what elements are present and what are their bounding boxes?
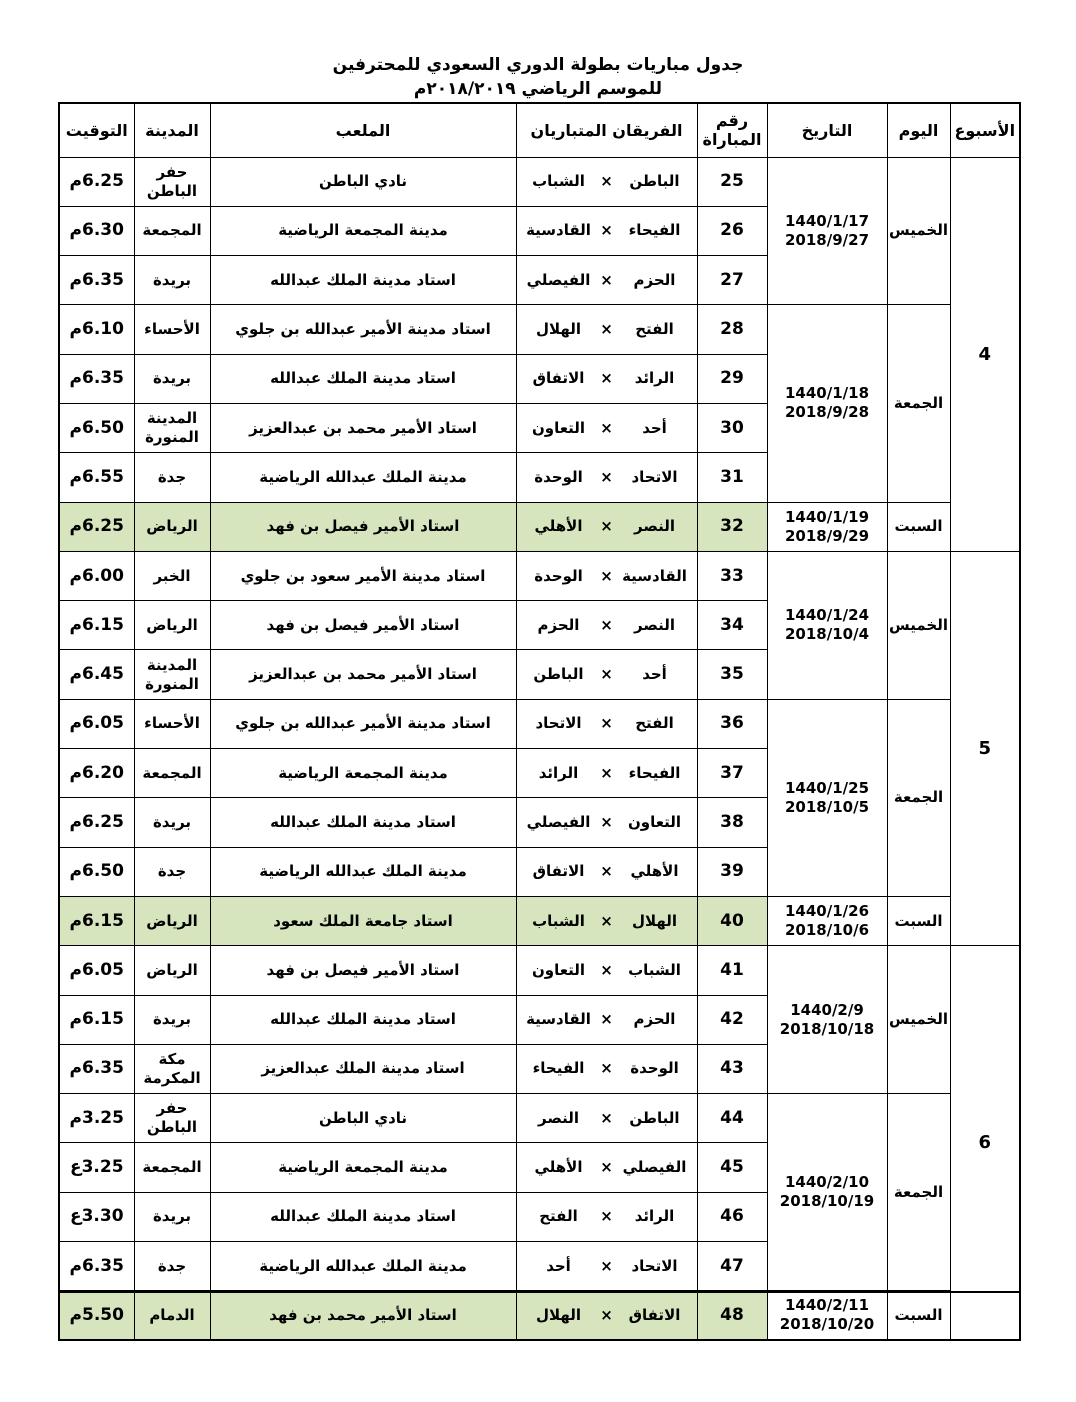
versus-sign: ×: [600, 862, 613, 881]
city: المجمعة: [134, 749, 210, 798]
city: مكة المكرمة: [134, 1044, 210, 1093]
city: جدة: [134, 1242, 210, 1291]
match-teams: [516, 305, 697, 354]
city: المجمعة: [134, 1143, 210, 1192]
away-team: الشباب: [532, 172, 585, 191]
stadium: استاد مدينة الملك عبدالله: [210, 354, 516, 403]
away-team: الفتح: [539, 1207, 578, 1226]
city: بريدة: [134, 1192, 210, 1241]
match-number: 36: [697, 699, 767, 748]
home-team: الاتحاد: [631, 467, 678, 486]
stadium: استاد مدينة الأمير سعود بن جلوي: [210, 551, 516, 600]
versus-sign: ×: [600, 1305, 613, 1324]
home-team: الاتحاد: [631, 1256, 678, 1275]
match-date: [767, 502, 887, 551]
match-number: 28: [697, 305, 767, 354]
versus-sign: ×: [600, 270, 613, 289]
stadium: مدينة المجمعة الرياضية: [210, 206, 516, 255]
versus-sign: ×: [600, 911, 613, 930]
stadium: استاد مدينة الملك عبدالعزيز: [210, 1044, 516, 1093]
match-day: الخميس: [887, 946, 950, 1094]
stadium: نادي الباطن: [210, 1094, 516, 1143]
away-team: الفيصلي: [526, 813, 591, 831]
kickoff-time: 6.35م: [59, 256, 134, 305]
home-team: النصر: [633, 517, 675, 536]
match-teams: [516, 995, 697, 1044]
week-number: 5: [950, 551, 1020, 945]
kickoff-time: 6.25م: [59, 157, 134, 206]
city: بريدة: [134, 354, 210, 403]
match-row: [59, 305, 1020, 354]
match-number: 32: [697, 502, 767, 551]
match-date: [767, 1094, 887, 1291]
match-number: 31: [697, 453, 767, 502]
city: الرياض: [134, 896, 210, 945]
match-day: الخميس: [887, 157, 950, 305]
schedule-title: جدول مباريات بطولة الدوري السعودي للمحترفين: [332, 55, 744, 75]
match-number: 35: [697, 650, 767, 699]
kickoff-time: 3.25م: [59, 1094, 134, 1143]
away-team: الهلال: [535, 1305, 582, 1324]
home-team: الرائد: [634, 369, 675, 388]
match-date: [767, 699, 887, 896]
away-team: الاتفاق: [532, 369, 585, 388]
versus-sign: ×: [600, 1108, 613, 1127]
match-teams: [516, 157, 697, 206]
versus-sign: ×: [600, 1158, 613, 1177]
match-number: 38: [697, 798, 767, 847]
match-row: [59, 502, 1020, 551]
match-number: 39: [697, 847, 767, 896]
stadium: مدينة الملك عبدالله الرياضية: [210, 1242, 516, 1291]
city: بريدة: [134, 995, 210, 1044]
home-team: الحزم: [633, 270, 676, 289]
match-date: [767, 946, 887, 1094]
away-team: الوحدة: [534, 467, 583, 486]
gregorian-date: 2018/9/27: [784, 230, 870, 249]
match-number: 26: [697, 206, 767, 255]
stadium: استاد الأمير محمد بن عبدالعزيز: [210, 650, 516, 699]
header-date: التاريخ: [767, 103, 887, 157]
stadium: استاد مدينة الأمير عبدالله بن جلوي: [210, 305, 516, 354]
home-team: الشباب: [628, 960, 681, 979]
match-teams: [516, 601, 697, 650]
match-teams: [516, 1143, 697, 1192]
match-date: [767, 896, 887, 945]
gregorian-date: 2018/10/20: [779, 1315, 875, 1334]
versus-sign: ×: [600, 615, 613, 634]
versus-sign: ×: [600, 467, 613, 486]
away-team: الشباب: [532, 911, 585, 930]
home-team: الحزم: [633, 1010, 676, 1029]
city: الدمام: [134, 1291, 210, 1340]
match-teams: [516, 354, 697, 403]
versus-sign: ×: [600, 1207, 613, 1226]
kickoff-time: 6.10م: [59, 305, 134, 354]
away-team: الاتحاد: [535, 714, 582, 733]
match-number: 34: [697, 601, 767, 650]
hijri-date: 1440/1/25: [784, 778, 870, 797]
kickoff-time: 6.15م: [59, 995, 134, 1044]
versus-sign: ×: [600, 369, 613, 388]
match-row: [59, 157, 1020, 206]
match-number: 33: [697, 551, 767, 600]
kickoff-time: 6.35م: [59, 354, 134, 403]
kickoff-time: 6.50م: [59, 847, 134, 896]
away-team: القادسية: [526, 1010, 591, 1029]
match-teams: [516, 403, 697, 452]
match-number: 30: [697, 403, 767, 452]
versus-sign: ×: [600, 960, 613, 979]
kickoff-time: 6.20م: [59, 749, 134, 798]
away-team: النصر: [537, 1108, 579, 1127]
city: جدة: [134, 453, 210, 502]
away-team: الأهلي: [534, 1158, 583, 1177]
away-team: الأهلي: [534, 517, 583, 536]
city: الرياض: [134, 946, 210, 995]
stadium: استاد مدينة الملك عبدالله: [210, 798, 516, 847]
home-team: الفيحاء: [628, 221, 681, 240]
match-day: السبت: [887, 502, 950, 551]
match-teams: [516, 453, 697, 502]
kickoff-time: 6.25م: [59, 502, 134, 551]
match-teams: [516, 1094, 697, 1143]
stadium: استاد الأمير محمد بن فهد: [210, 1291, 516, 1340]
match-teams: [516, 1242, 697, 1291]
away-team: الاتفاق: [532, 862, 585, 881]
kickoff-time: 6.05م: [59, 699, 134, 748]
match-row: [59, 699, 1020, 748]
home-team: الهلال: [631, 911, 678, 930]
header-stadium: الملعب: [210, 103, 516, 157]
kickoff-time: 6.30م: [59, 206, 134, 255]
home-team: الأهلي: [630, 862, 679, 881]
kickoff-time: 6.35م: [59, 1044, 134, 1093]
city: الأحساء: [134, 305, 210, 354]
match-day: الخميس: [887, 551, 950, 699]
gregorian-date: 2018/9/29: [784, 526, 870, 545]
versus-sign: ×: [600, 418, 613, 437]
match-date: [767, 305, 887, 502]
header-week: الأسبوع: [950, 103, 1020, 157]
home-team: الرائد: [634, 1207, 675, 1226]
stadium: استاد مدينة الملك عبدالله: [210, 256, 516, 305]
home-team: النصر: [633, 615, 675, 634]
gregorian-date: 2018/10/19: [779, 1192, 875, 1211]
kickoff-time: 6.05م: [59, 946, 134, 995]
header-time: التوقيت: [59, 103, 134, 157]
hijri-date: 1440/1/17: [784, 211, 870, 230]
match-teams: [516, 749, 697, 798]
versus-sign: ×: [600, 1010, 613, 1029]
hijri-date: 1440/2/9: [790, 1000, 864, 1019]
week-number: 6: [950, 946, 1020, 1340]
header-match-number: رقم المباراة: [697, 103, 767, 157]
stadium: نادي الباطن: [210, 157, 516, 206]
header-row: [59, 103, 1020, 157]
gregorian-date: 2018/10/18: [779, 1019, 875, 1038]
match-teams: [516, 946, 697, 995]
match-teams: [516, 206, 697, 255]
match-teams: [516, 502, 697, 551]
stadium: استاد الأمير فيصل بن فهد: [210, 946, 516, 995]
kickoff-time: 6.55م: [59, 453, 134, 502]
match-number: 27: [697, 256, 767, 305]
match-number: 47: [697, 1242, 767, 1291]
match-teams: [516, 798, 697, 847]
city: المدينة المنورة: [134, 403, 210, 452]
stadium: استاد الأمير فيصل بن فهد: [210, 502, 516, 551]
match-teams: [516, 551, 697, 600]
kickoff-time: 3.25ع: [59, 1143, 134, 1192]
home-team: الباطن: [629, 1108, 680, 1127]
match-teams: [516, 256, 697, 305]
home-team: أحد: [642, 418, 667, 437]
home-team: الباطن: [629, 172, 680, 191]
match-number: 41: [697, 946, 767, 995]
header-city: المدينة: [134, 103, 210, 157]
home-team: الوحدة: [630, 1059, 679, 1078]
away-team: الرائد: [538, 763, 579, 782]
gregorian-date: 2018/9/28: [784, 403, 870, 422]
match-number: 48: [697, 1291, 767, 1340]
versus-sign: ×: [600, 813, 613, 831]
match-teams: [516, 1291, 697, 1340]
match-schedule-table: [58, 102, 1021, 1341]
city: المدينة المنورة: [134, 650, 210, 699]
versus-sign: ×: [600, 665, 613, 684]
hijri-date: 1440/1/19: [784, 507, 870, 526]
away-team: التعاون: [531, 960, 586, 979]
match-number: 45: [697, 1143, 767, 1192]
hijri-date: 1440/1/24: [784, 606, 870, 625]
match-teams: [516, 896, 697, 945]
hijri-date: 1440/2/11: [784, 1296, 870, 1315]
kickoff-time: 6.25م: [59, 798, 134, 847]
match-teams: [516, 1192, 697, 1241]
hijri-date: 1440/1/26: [784, 902, 870, 921]
versus-sign: ×: [600, 1059, 613, 1078]
away-team: الباطن: [533, 665, 584, 684]
versus-sign: ×: [600, 1256, 613, 1275]
home-team: القادسية: [622, 566, 687, 585]
home-team: التعاون: [627, 813, 682, 831]
match-teams: [516, 1044, 697, 1093]
kickoff-time: 6.15م: [59, 601, 134, 650]
match-number: 40: [697, 896, 767, 945]
kickoff-time: 5.50م: [59, 1291, 134, 1340]
hijri-date: 1440/1/18: [784, 384, 870, 403]
away-team: التعاون: [531, 418, 586, 437]
match-day: الجمعة: [887, 305, 950, 502]
gregorian-date: 2018/10/5: [784, 797, 870, 816]
city: الخبر: [134, 551, 210, 600]
stadium: مدينة المجمعة الرياضية: [210, 1143, 516, 1192]
city: الرياض: [134, 601, 210, 650]
match-number: 37: [697, 749, 767, 798]
home-team: الفيصلي: [622, 1158, 687, 1177]
away-team: أحد: [546, 1256, 571, 1275]
city: جدة: [134, 847, 210, 896]
versus-sign: ×: [600, 221, 613, 240]
match-number: 42: [697, 995, 767, 1044]
gregorian-date: 2018/10/6: [784, 921, 870, 940]
away-team: الفيحاء: [532, 1059, 585, 1078]
match-number: 46: [697, 1192, 767, 1241]
season-subtitle: للموسم الرياضي ٢٠١٨/٢٠١٩م: [413, 79, 663, 99]
match-row: [59, 551, 1020, 600]
gregorian-date: 2018/10/4: [784, 625, 870, 644]
home-team: أحد: [642, 665, 667, 684]
city: الأحساء: [134, 699, 210, 748]
match-date: [767, 551, 887, 699]
stadium: استاد مدينة الملك عبدالله: [210, 1192, 516, 1241]
versus-sign: ×: [600, 566, 613, 585]
away-team: الهلال: [535, 320, 582, 339]
match-teams: [516, 650, 697, 699]
stadium: مدينة المجمعة الرياضية: [210, 749, 516, 798]
match-number: 43: [697, 1044, 767, 1093]
match-row: [59, 946, 1020, 995]
match-row: [59, 1291, 1020, 1340]
header-day: اليوم: [887, 103, 950, 157]
away-team: الوحدة: [534, 566, 583, 585]
match-date: [767, 157, 887, 305]
week-number: 4: [950, 157, 1020, 551]
hijri-date: 1440/2/10: [784, 1173, 870, 1192]
city: بريدة: [134, 798, 210, 847]
match-row: [59, 1094, 1020, 1143]
bottom-rule: [58, 1291, 1019, 1293]
city: الرياض: [134, 502, 210, 551]
kickoff-time: 6.50م: [59, 403, 134, 452]
home-team: الفتح: [635, 714, 674, 733]
header-teams: الفريقان المتباريان: [516, 103, 697, 157]
match-day: الجمعة: [887, 1094, 950, 1291]
match-teams: [516, 699, 697, 748]
match-row: [59, 896, 1020, 945]
match-day: السبت: [887, 896, 950, 945]
kickoff-time: 6.15م: [59, 896, 134, 945]
match-date: [767, 1291, 887, 1340]
city: حفر الباطن: [134, 1094, 210, 1143]
stadium: استاد جامعة الملك سعود: [210, 896, 516, 945]
kickoff-time: 3.30ع: [59, 1192, 134, 1241]
match-day: الجمعة: [887, 699, 950, 896]
kickoff-time: 6.45م: [59, 650, 134, 699]
away-team: الحزم: [537, 615, 580, 634]
city: حفر الباطن: [134, 157, 210, 206]
versus-sign: ×: [600, 320, 613, 339]
match-number: 25: [697, 157, 767, 206]
home-team: الفتح: [635, 320, 674, 339]
versus-sign: ×: [600, 172, 613, 191]
city: بريدة: [134, 256, 210, 305]
kickoff-time: 6.35م: [59, 1242, 134, 1291]
stadium: استاد مدينة الملك عبدالله: [210, 995, 516, 1044]
stadium: استاد الأمير فيصل بن فهد: [210, 601, 516, 650]
versus-sign: ×: [600, 763, 613, 782]
away-team: الفيصلي: [526, 270, 591, 289]
versus-sign: ×: [600, 517, 613, 536]
match-number: 29: [697, 354, 767, 403]
match-number: 44: [697, 1094, 767, 1143]
stadium: مدينة الملك عبدالله الرياضية: [210, 453, 516, 502]
stadium: مدينة الملك عبدالله الرياضية: [210, 847, 516, 896]
stadium: استاد مدينة الأمير عبدالله بن جلوي: [210, 699, 516, 748]
home-team: الفيحاء: [628, 763, 681, 782]
stadium: استاد الأمير محمد بن عبدالعزيز: [210, 403, 516, 452]
home-team: الاتفاق: [628, 1305, 681, 1324]
match-day: السبت: [887, 1291, 950, 1340]
away-team: القادسية: [526, 221, 591, 240]
versus-sign: ×: [600, 714, 613, 733]
city: المجمعة: [134, 206, 210, 255]
kickoff-time: 6.00م: [59, 551, 134, 600]
match-teams: [516, 847, 697, 896]
